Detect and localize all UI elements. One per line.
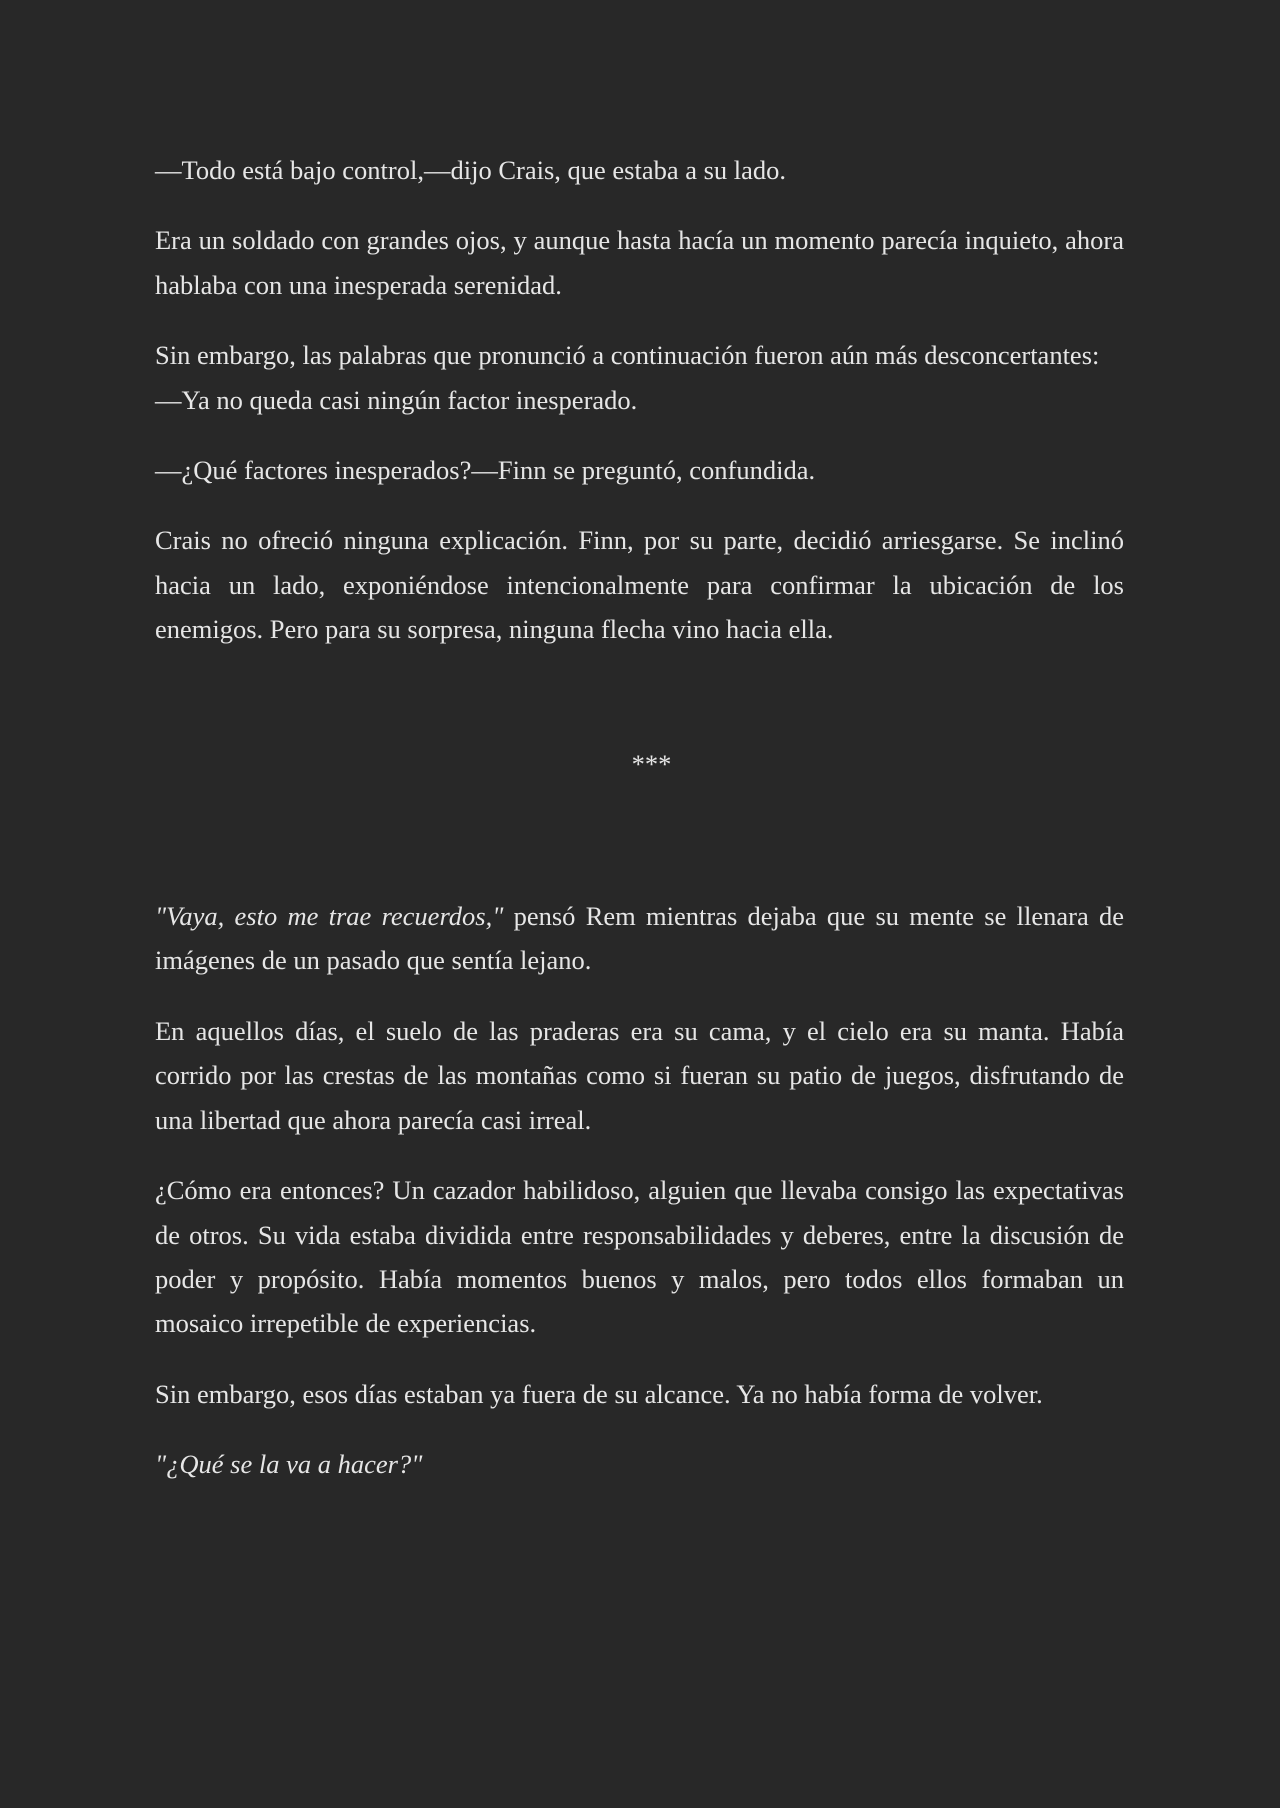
- paragraph-10-thought: "¿Qué se la va a hacer?": [155, 1449, 423, 1480]
- paragraph-1: —Todo está bajo control,—dijo Crais, que estaba a su lado.: [155, 155, 787, 185]
- paragraph-9: Sin embargo, esos días estaban ya fuera de su alcance. Ya no había forma de volver.: [155, 1378, 1043, 1409]
- reader-content: [155, 148, 1124, 1513]
- scene-separator: ***: [631, 748, 672, 779]
- paragraph-3-line-1: Sin embargo, las palabras que pronunció a continuación fueron aún más desconcertantes:: [155, 340, 1100, 371]
- paragraph-4: —¿Qué factores inesperados?—Finn se preguntó, confundida.: [155, 455, 816, 486]
- paragraph-10: [155, 1442, 1124, 1486]
- paragraph-6-thought: "Vaya, esto me trae recuerdos,": [155, 901, 504, 932]
- paragraph-3: [155, 333, 1124, 422]
- paragraph-5: Crais no ofreció ninguna explicación. Finn, por su parte, decidió arriesgarse. Se inclinó hacia un lado, exponiéndose intencionalmente para confirmar la ubicación de los enemigos. Pero para su sorpresa, ninguna flecha vino hacia ella.: [155, 525, 1124, 645]
- paragraph-6-text: pensó Rem mientras dejaba que su mente se llenara de imágenes de un pasado que sentía lejano.: [155, 901, 1124, 976]
- paragraph-3-line-2: —Ya no queda casi ningún factor inesperado.: [155, 384, 638, 415]
- paragraph-6: [155, 894, 1124, 983]
- paragraph-2: Era un soldado con grandes ojos, y aunque hasta hacía un momento parecía inquieto, ahora hablaba con una inesperada serenidad.: [155, 225, 1124, 300]
- paragraph-7: En aquellos días, el suelo de las praderas era su cama, y el cielo era su manta. Había corrido por las crestas de las montañas como si fueran su patio de juegos, disfrutando de una libertad que ahora parecía casi irreal.: [155, 1015, 1124, 1135]
- paragraph-8: ¿Cómo era entonces? Un cazador habilidoso, alguien que llevaba consigo las expectativas de otros. Su vida estaba dividida entre responsabilidades y deberes, entre la discusión de poder y propósito. Había momentos buenos y malos, pero todos ellos formaban un mosaico irrepetible de experiencias.: [155, 1175, 1124, 1339]
